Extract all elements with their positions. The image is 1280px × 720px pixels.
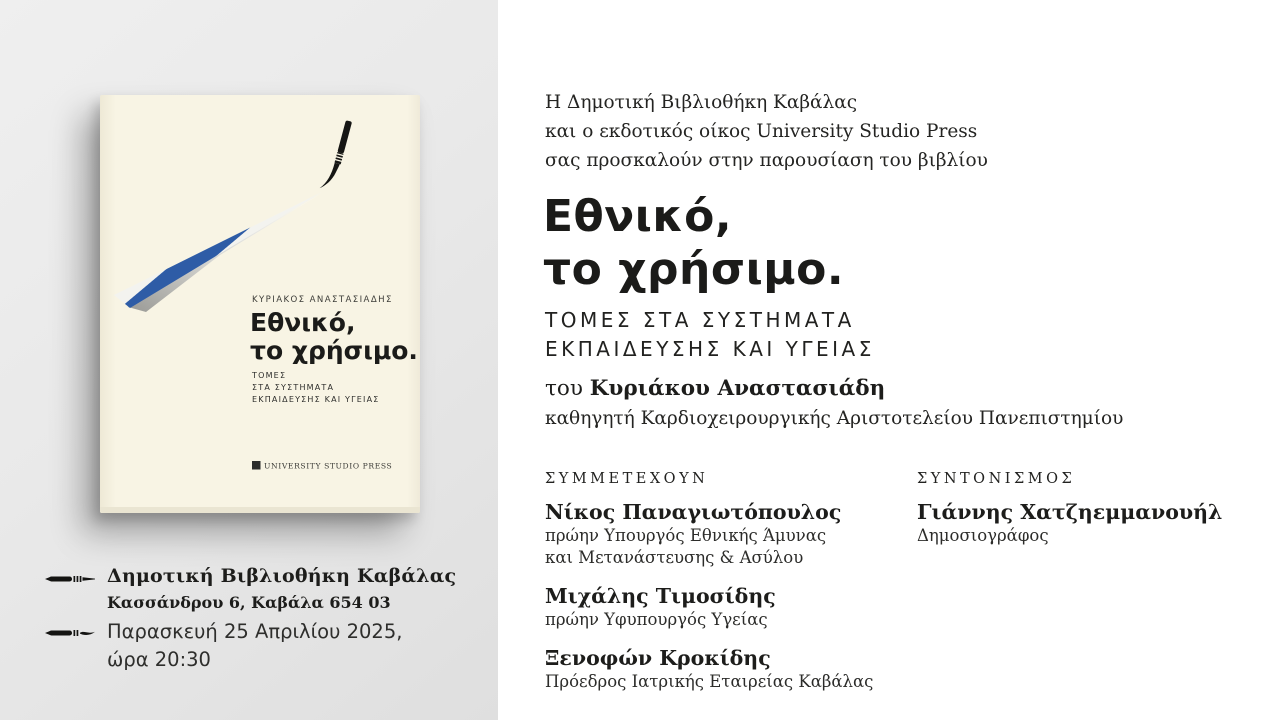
- participant-name: Μιχάλης Τιμοσίδης: [545, 584, 776, 608]
- cover-author: ΚΥΡΙΑΚΟΣ ΑΝΑΣΤΑΣΙΑΔΗΣ: [252, 295, 393, 305]
- venue-text: [107, 564, 456, 613]
- venue-row: [44, 564, 456, 613]
- participant-3: [545, 645, 873, 693]
- participants-heading: ΣΥΜΜΕΤΕΧΟΥΝ: [545, 471, 709, 487]
- moderation-section: [917, 471, 1222, 547]
- date-row: [44, 618, 402, 674]
- date-text: [107, 618, 402, 674]
- cover-subtitle-line1: ΤΟΜΕΣ: [252, 371, 287, 380]
- participant-2: [545, 583, 873, 631]
- participant-role: και Μετανάστευσης & Ασύλου: [545, 548, 804, 567]
- cover-subtitle-line3: ΕΚΠΑΙΔΕΥΣΗΣ ΚΑΙ ΥΓΕΙΑΣ: [252, 395, 380, 404]
- participant-role: πρώην Υπουργός Εθνικής Άμυνας: [545, 526, 827, 545]
- intro-text: [545, 88, 988, 175]
- event-date: Παρασκευή 25 Απριλίου 2025,: [107, 620, 403, 643]
- author-prefix: του: [545, 376, 590, 401]
- author-name: Κυριάκου Αναστασιάδη: [589, 376, 886, 401]
- intro-line-2: και ο εκδοτικός οίκος University Studio Press: [545, 121, 978, 142]
- participant-role: Πρόεδρος Ιατρικής Εταιρείας Καβάλας: [545, 672, 874, 691]
- book-title-line2: το χρήσιμο.: [543, 244, 845, 295]
- book-cover-art: [100, 95, 420, 513]
- moderator-name: Γιάννης Χατζηεμμανουήλ: [917, 500, 1223, 524]
- venue-name: Δημοτική Βιβλιοθήκη Καβάλας: [107, 565, 457, 587]
- book-subtitle: [545, 306, 875, 364]
- intro-line-3: σας προσκαλούν στην παρουσίαση του βιβλίου: [545, 150, 988, 171]
- participant-1: [545, 499, 873, 569]
- moderation-heading: ΣΥΝΤΟΝΙΣΜΟΣ: [917, 471, 1076, 487]
- author-line: [545, 375, 885, 403]
- book-title-line1: Εθνικό,: [543, 191, 733, 242]
- event-time: ώρα 20:30: [107, 648, 211, 671]
- participant-name: Νίκος Παναγιωτόπουλος: [545, 500, 842, 524]
- book-subtitle-line2: ΕΚΠΑΙΔΕΥΣΗΣ ΚΑΙ ΥΓΕΙΑΣ: [545, 337, 875, 361]
- cover-subtitle-line2: ΣΤΑ ΣΥΣΤΗΜΑΤΑ: [252, 383, 335, 392]
- book-cover: [100, 95, 420, 513]
- publisher-logo: [252, 461, 392, 471]
- cover-title-line1: Εθνικό,: [250, 308, 356, 337]
- book-subtitle-line1: ΤΟΜΕΣ ΣΤΑ ΣΥΣΤΗΜΑΤΑ: [545, 308, 855, 332]
- scalpel-bullet-icon: [44, 627, 96, 639]
- scalpel-bullet-icon: [44, 573, 96, 585]
- author-description: καθηγητή Καρδιοχειρουργικής Αριστοτελείου Πανεπιστημίου: [545, 408, 1124, 429]
- page-edge: [100, 507, 420, 513]
- moderator: [917, 499, 1222, 547]
- cover-title-line2: το χρήσιμο.: [250, 336, 418, 365]
- participant-role: πρώην Υφυπουργός Υγείας: [545, 610, 768, 629]
- invitation-panel: [498, 0, 1280, 720]
- intro-line-1: Η Δημοτική Βιβλιοθήκη Καβάλας: [545, 92, 858, 113]
- moderator-role: Δημοσιογράφος: [917, 526, 1049, 545]
- participant-name: Ξενοφών Κροκίδης: [545, 646, 771, 670]
- venue-address: Κασσάνδρου 6, Καβάλα 654 03: [107, 593, 391, 612]
- publisher-logo-text: UNIVERSITY STUDIO PRESS: [264, 461, 393, 471]
- book-title: [543, 190, 844, 296]
- participants-section: [545, 471, 873, 693]
- left-panel: [0, 0, 498, 720]
